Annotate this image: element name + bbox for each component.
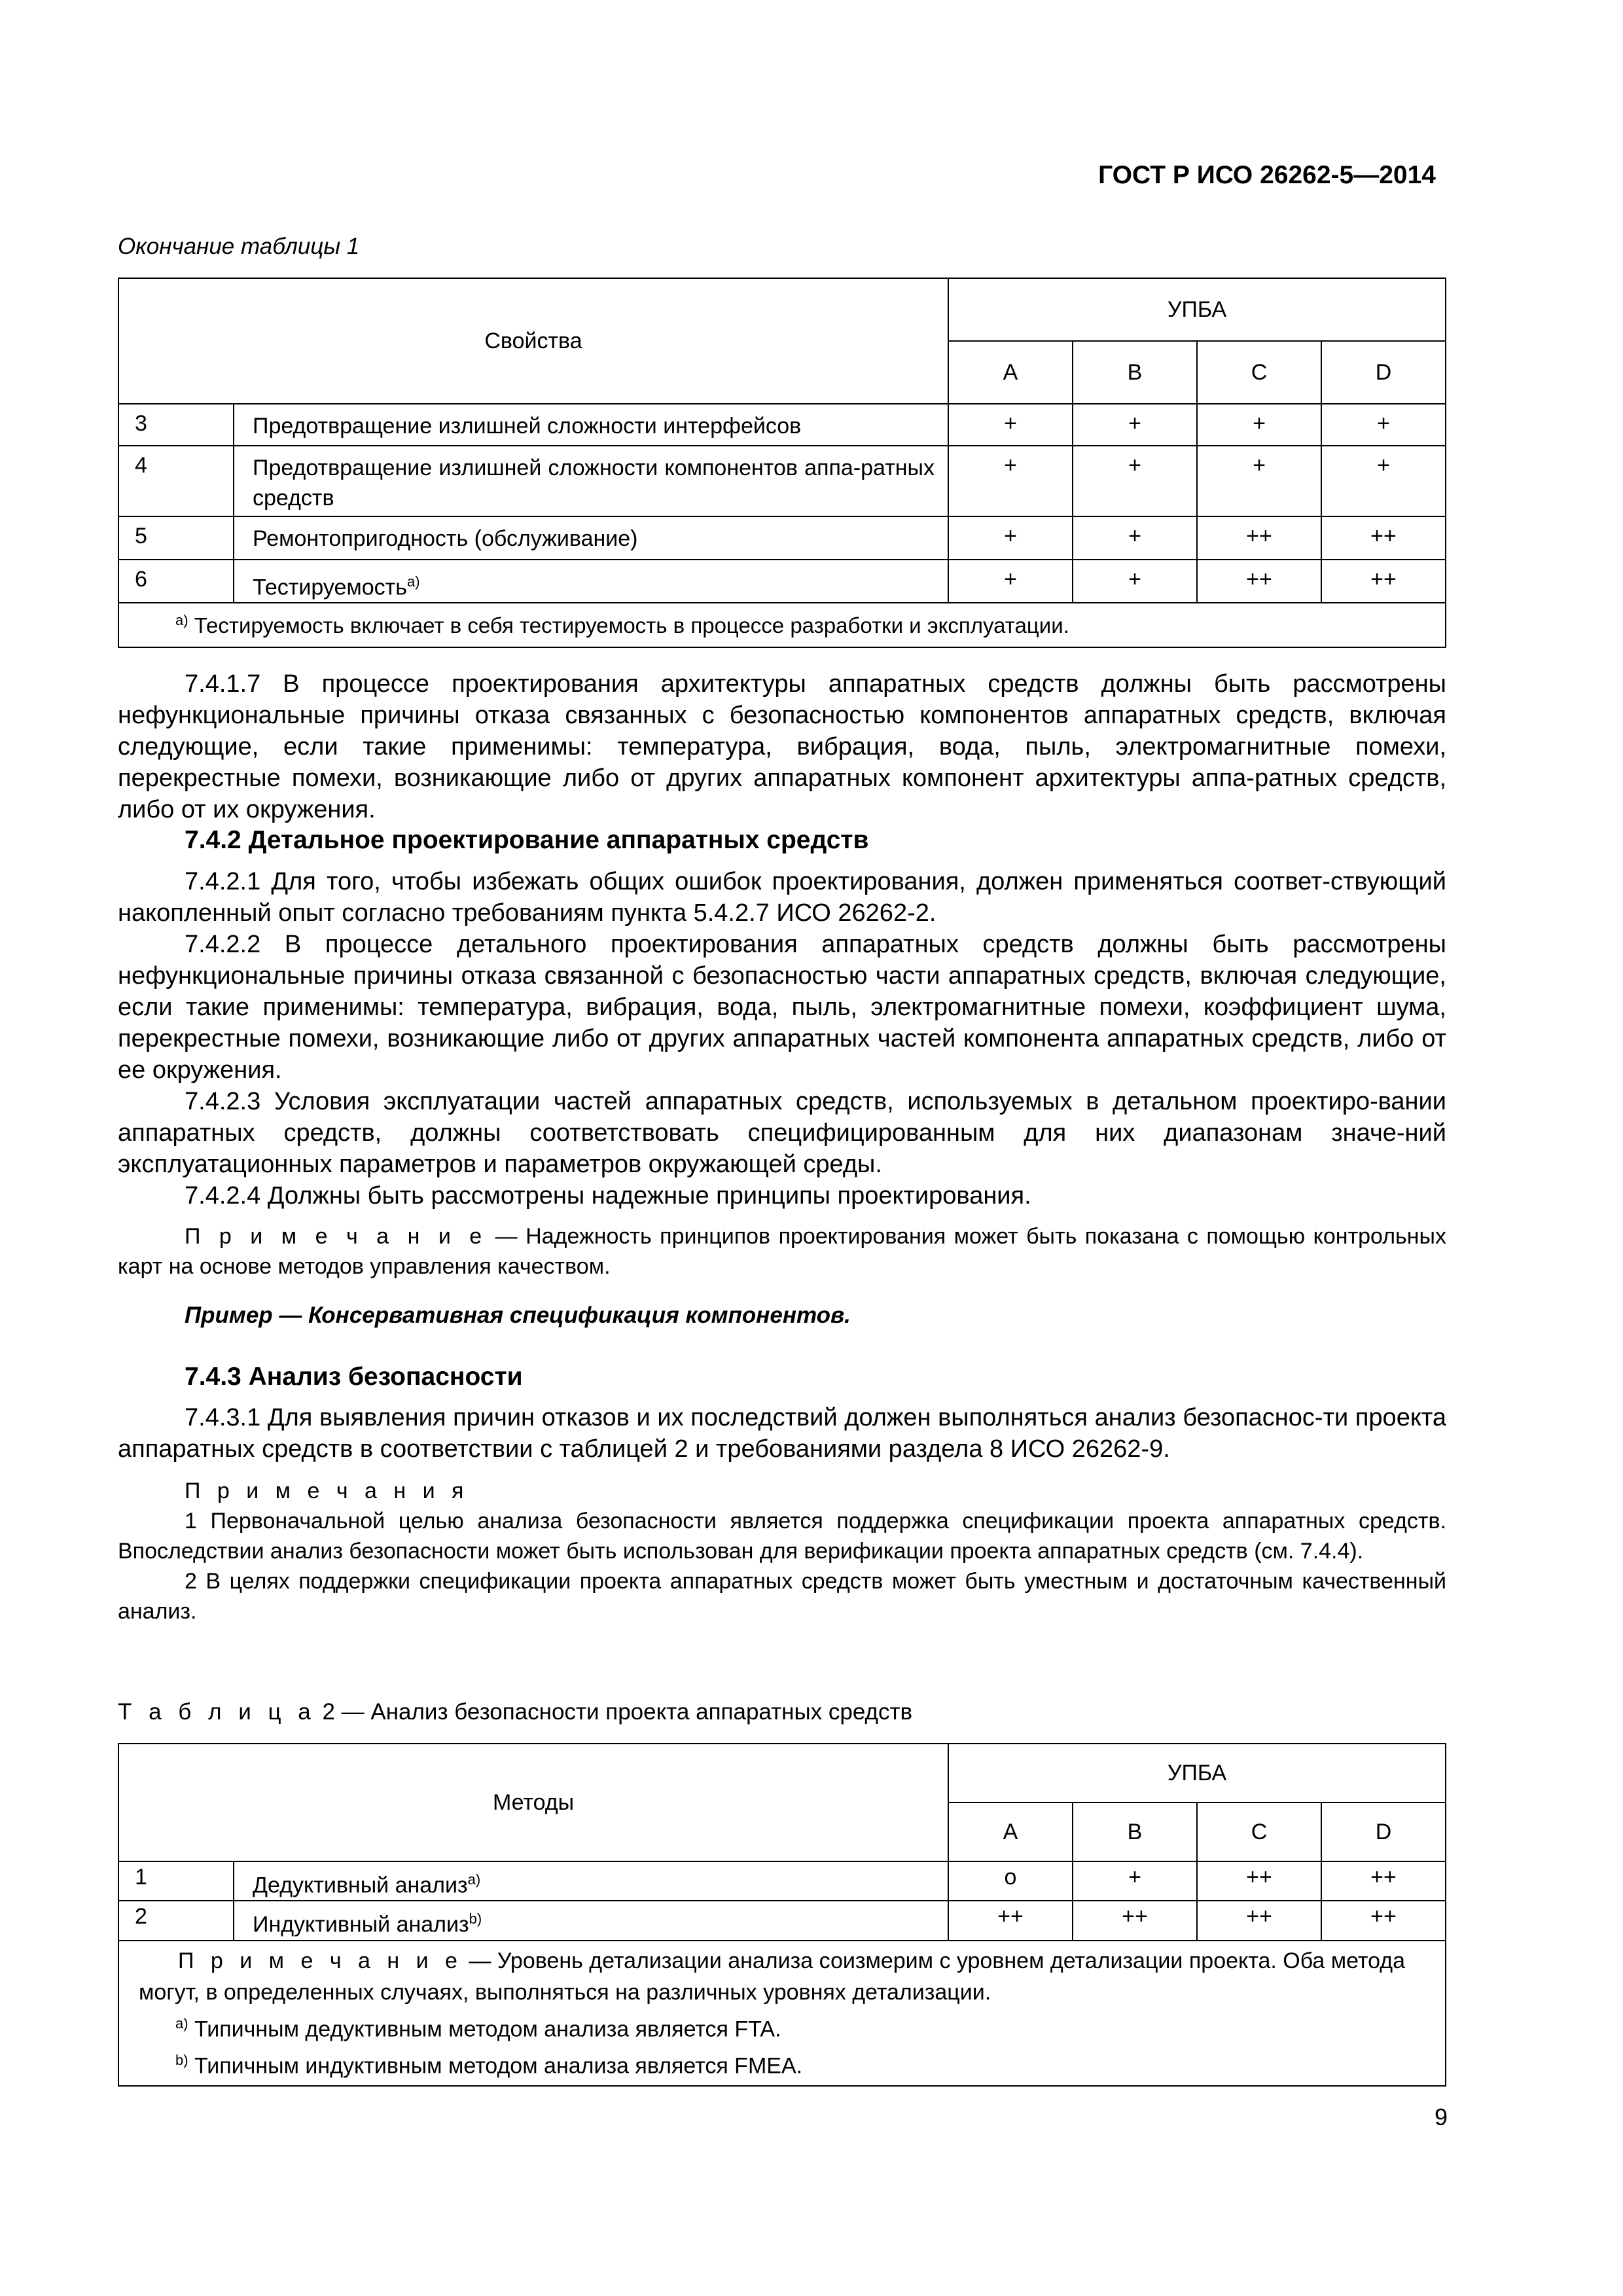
standard-header: ГОСТ Р ИСО 26262-5—2014 (1098, 161, 1436, 189)
row-mark: ++ (1197, 516, 1321, 560)
heading-7-4-3: 7.4.3 Анализ безопасности (185, 1363, 523, 1391)
row-text: Индуктивный анализ (253, 1912, 469, 1937)
row-mark: ++ (948, 1901, 1073, 1940)
table-row (118, 446, 1446, 516)
footnote-mark: b) (175, 2051, 188, 2068)
table1-level: B (1073, 341, 1197, 404)
row-text: Предотвращение излишней сложности интерфейсов (234, 404, 948, 446)
section-7-4-2 (118, 866, 1446, 1211)
row-number: 2 (118, 1901, 234, 1940)
row-number: 5 (118, 516, 234, 560)
row-number: 4 (118, 446, 234, 516)
table2-head-group: УПБА (948, 1744, 1446, 1803)
table1-level: D (1321, 341, 1446, 404)
row-text-cell (234, 1901, 948, 1940)
table2 (118, 1743, 1446, 2087)
footnote-ref: a) (406, 573, 420, 590)
table2-level: A (948, 1803, 1073, 1861)
note-text: — Надежность принципов проектирования может быть показана с помощью контрольных карт на основе методов управления качеством. (118, 1224, 1446, 1279)
paragraph: 7.4.2.1 Для того, чтобы избежать общих ошибок проектирования, должен применяться соответ-ствующий накопленный опыт согласно требованиям пункта 5.4.2.7 ИСО 26262-2. (118, 868, 1446, 927)
row-mark: + (1073, 446, 1197, 516)
table2-footnote-a (139, 2008, 1432, 2045)
notes-block (118, 1476, 1446, 1626)
table2-note-text: — Уровень детализации анализа соизмерим с уровнем детализации проекта. Оба метода могут, в определенных случаях, выполняться на различных уровнях детализации. (139, 1948, 1406, 2005)
row-mark: ++ (1321, 1861, 1446, 1901)
footnote-text: Типичным индуктивным методом анализа является FMEA. (188, 2053, 803, 2079)
footnote-mark: a) (175, 2015, 188, 2032)
row-mark: + (948, 404, 1073, 446)
table1-level: C (1197, 341, 1321, 404)
table2-level: B (1073, 1803, 1197, 1861)
note-item: 2 В целях поддержки спецификации проекта аппаратных средств может быть уместным и достаточным качественный анализ. (118, 1569, 1446, 1624)
paragraph: 7.4.2.3 Условия эксплуатации частей аппаратных средств, используемых в детальном проектиро-вании аппаратных средств, должны соответствовать специфицированным для них диапазонам значе-ний эксплуатационных параметров и параметров окружающей среды. (118, 1088, 1446, 1178)
paragraph: 7.4.2.2 В процессе детального проектирования аппаратных средств должны быть рассмотрены нефункциональные причины отказа связанной с безопасностью части аппаратных средств, включая следующие, если такие применимы: температура, вибрация, вода, пыль, электромагнитные помехи, коэффициент шума, перекрестные помехи, возникающие либо от других аппаратных частей компонента аппаратных средств, либо от ее окружения. (118, 931, 1446, 1084)
heading-7-4-2: 7.4.2 Детальное проектирование аппаратных средств (185, 826, 869, 854)
table2-caption-text: 2 — Анализ безопасности проекта аппаратных средств (315, 1699, 913, 1725)
row-mark: ++ (1321, 1901, 1446, 1940)
table-row (118, 1901, 1446, 1940)
table2-caption-label: Т а б л и ц а (118, 1699, 316, 1725)
table1 (118, 278, 1446, 648)
footnote-text: Типичным дедуктивным методом анализа является FTA. (188, 2016, 781, 2041)
row-number: 6 (118, 560, 234, 603)
footnote-mark: a) (175, 612, 188, 629)
row-number: 1 (118, 1861, 234, 1901)
table-row (118, 1861, 1446, 1901)
table2-note (139, 1945, 1432, 2008)
note-item: 1 Первоначальной целью анализа безопасности является поддержка спецификации проекта аппаратных средств. Впоследствии анализ безопасности может быть использован для верификации проекта аппаратных средств (см. 7.4.4). (118, 1509, 1446, 1564)
row-mark: o (948, 1861, 1073, 1901)
row-mark: + (948, 516, 1073, 560)
table1-head-property: Свойства (118, 278, 948, 404)
row-text-cell (234, 1861, 948, 1901)
table2-level: D (1321, 1803, 1446, 1861)
table1-caption: Окончание таблицы 1 (118, 234, 360, 259)
table2-footnote-b (139, 2045, 1432, 2081)
row-mark: + (1073, 1861, 1197, 1901)
row-mark: + (1321, 404, 1446, 446)
row-mark: + (1073, 560, 1197, 603)
section-7-4-1-7 (118, 668, 1446, 825)
table1-footnote (118, 603, 1446, 647)
table1-level: A (948, 341, 1073, 404)
row-mark: + (1073, 404, 1197, 446)
row-text: Дедуктивный анализ (253, 1873, 468, 1898)
note-label: П р и м е ч а н и е (185, 1224, 488, 1249)
row-mark: + (948, 560, 1073, 603)
row-text: Предотвращение излишней сложности компонентов аппа-ратных средств (234, 446, 948, 516)
row-mark: ++ (1073, 1901, 1197, 1940)
paragraph: 7.4.1.7 В процессе проектирования архитектуры аппаратных средств должны быть рассмотрены нефункциональные причины отказа связанных с безопасностью компонентов аппаратных средств, включая следующие, если такие применимы: температура, вибрация, вода, пыль, электромагнитные помехи, перекрестные помехи, возникающие либо от других аппаратных компонент архитектуры аппа-ратных средств, либо от их окружения. (118, 670, 1446, 823)
paragraph: 7.4.2.4 Должны быть рассмотрены надежные принципы проектирования. (185, 1182, 1031, 1210)
row-text: Тестируемость (253, 575, 407, 600)
row-text: Ремонтопригодность (обслуживание) (234, 516, 948, 560)
row-mark: + (1073, 516, 1197, 560)
footnote-text: Тестируемость включает в себя тестируемость в процессе разработки и эксплуатации. (188, 613, 1069, 638)
page-number: 9 (1434, 2104, 1448, 2130)
row-number: 3 (118, 404, 234, 446)
notes-label: П р и м е ч а н и я (185, 1479, 469, 1503)
table1-head-group: УПБА (948, 278, 1446, 341)
row-mark: ++ (1321, 560, 1446, 603)
row-mark: + (1321, 446, 1446, 516)
footnote-ref: b) (469, 1910, 482, 1928)
section-7-4-3-1 (118, 1402, 1446, 1465)
table-row (118, 516, 1446, 560)
table2-head-methods: Методы (118, 1744, 948, 1861)
table-row (118, 560, 1446, 603)
footnote-ref: a) (467, 1871, 481, 1888)
table2-note-label: П р и м е ч а н и е (178, 1948, 463, 1973)
note-reliability (118, 1221, 1446, 1282)
table2-notes (118, 1941, 1446, 2087)
row-mark: ++ (1197, 560, 1321, 603)
row-mark: ++ (1197, 1901, 1321, 1940)
row-mark: + (948, 446, 1073, 516)
row-mark: ++ (1197, 1861, 1321, 1901)
row-text-cell (234, 560, 948, 603)
row-mark: + (1197, 404, 1321, 446)
table2-caption (118, 1699, 912, 1725)
row-mark: ++ (1321, 516, 1446, 560)
paragraph: 7.4.3.1 Для выявления причин отказов и их последствий должен выполняться анализ безопаснос-ти проекта аппаратных средств в соответствии с таблицей 2 и требованиями раздела 8 ИСО 26262-9. (118, 1404, 1446, 1463)
table2-level: C (1197, 1803, 1321, 1861)
table-row (118, 404, 1446, 446)
row-mark: + (1197, 446, 1321, 516)
example-text: Пример — Консервативная спецификация компонентов. (185, 1302, 851, 1328)
